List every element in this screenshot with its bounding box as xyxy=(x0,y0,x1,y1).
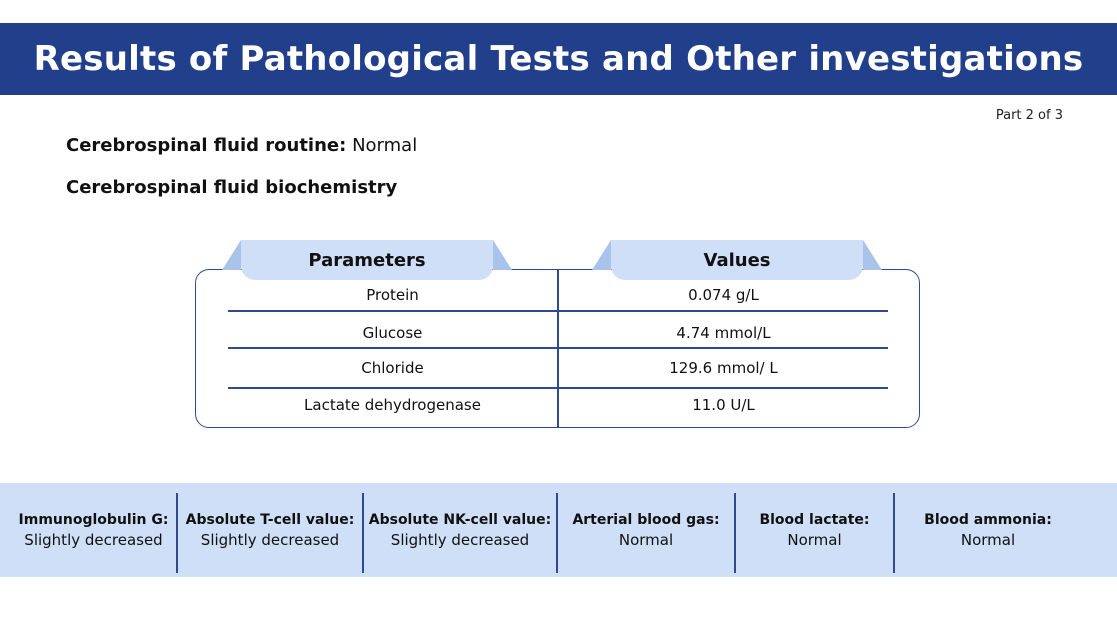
table-cell-value: 0.074 g/L xyxy=(688,286,759,304)
summary-item-immunoglobulin-g xyxy=(10,483,177,577)
summary-label: Blood ammonia: xyxy=(924,511,1052,528)
table-cell-value: 129.6 mmol/ L xyxy=(669,359,778,377)
tab-decor-left xyxy=(222,240,241,270)
summary-value: Normal xyxy=(960,530,1016,549)
summary-value: Slightly decreased xyxy=(200,530,340,549)
title-banner xyxy=(0,23,1117,95)
summary-item-nk-cell xyxy=(363,483,557,577)
summary-label: Arterial blood gas: xyxy=(572,511,720,528)
summary-value: Normal xyxy=(787,530,842,549)
csf-routine-line xyxy=(66,135,417,156)
row-divider xyxy=(228,347,888,349)
summary-label: Absolute NK-cell value: xyxy=(368,511,552,528)
column-header-values: Values xyxy=(611,240,863,280)
table-cell-parameter: Glucose xyxy=(362,324,423,342)
summary-value: Slightly decreased xyxy=(24,530,163,549)
summary-label: Blood lactate: xyxy=(759,511,870,528)
tab-decor-right xyxy=(863,240,882,270)
csf-biochemistry-heading: Cerebrospinal fluid biochemistry xyxy=(66,177,398,198)
tab-decor-left xyxy=(592,240,611,270)
part-indicator: Part 2 of 3 xyxy=(995,108,1063,123)
table-cell-parameter: Chloride xyxy=(361,359,424,377)
table-cell-parameter: Lactate dehydrogenase xyxy=(304,396,481,414)
summary-value: Normal xyxy=(618,530,674,549)
summary-label: Immunoglobulin G: xyxy=(18,511,169,528)
summary-label: Absolute T-cell value: xyxy=(185,511,355,528)
summary-item-blood-lactate xyxy=(735,483,894,577)
csf-routine-value: Normal xyxy=(352,135,418,156)
table-cell-value: 11.0 U/L xyxy=(692,396,755,414)
summary-item-t-cell xyxy=(177,483,363,577)
row-divider xyxy=(228,310,888,312)
summary-value: Slightly decreased xyxy=(390,530,530,549)
row-divider xyxy=(228,387,888,389)
table-cell-value: 4.74 mmol/L xyxy=(676,324,771,342)
summary-item-blood-ammonia xyxy=(894,483,1082,577)
csf-routine-label: Cerebrospinal fluid routine: xyxy=(66,135,347,156)
tab-decor-right xyxy=(493,240,512,270)
table-cell-parameter: Protein xyxy=(366,286,419,304)
summary-item-arterial-blood-gas xyxy=(557,483,735,577)
page-title: Results of Pathological Tests and Other investigations xyxy=(33,39,1084,79)
column-header-parameters: Parameters xyxy=(241,240,493,280)
